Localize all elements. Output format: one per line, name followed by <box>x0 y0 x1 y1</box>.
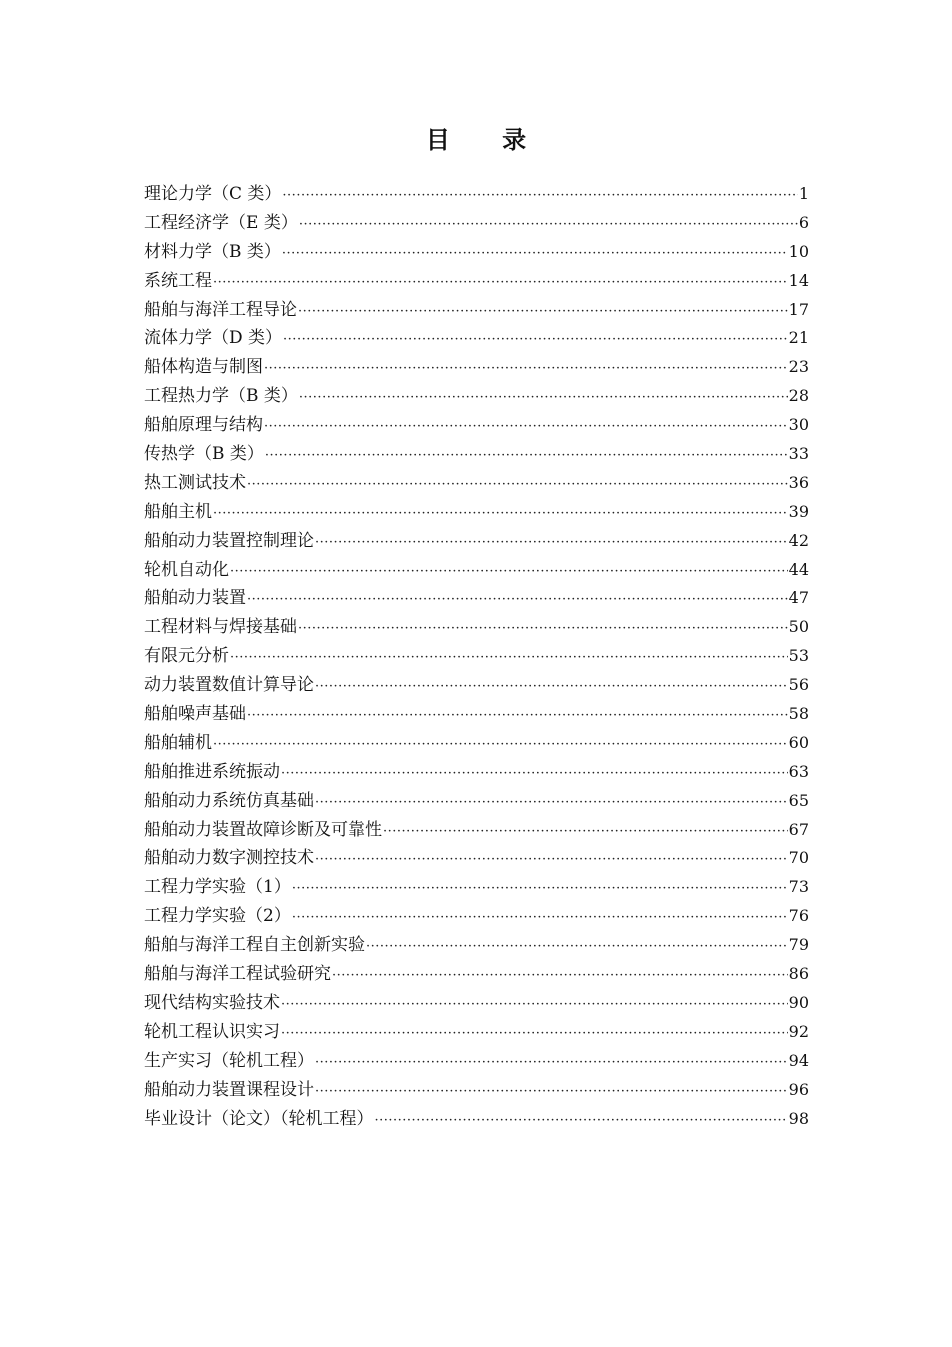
toc-entry-page-number: 53 <box>788 646 809 666</box>
toc-entry-page-number: 96 <box>788 1079 809 1099</box>
toc-entry-label: 船舶与海洋工程自主创新实验 <box>144 935 365 956</box>
dot-leader <box>315 846 788 875</box>
toc-entry[interactable] <box>144 527 809 556</box>
toc-entry[interactable] <box>144 700 809 729</box>
toc-entry[interactable] <box>144 1047 809 1076</box>
dot-leader <box>332 962 788 991</box>
toc-entry-page-number: 1 <box>798 184 809 203</box>
dot-leader <box>247 702 788 731</box>
toc-entry-label: 热工测试技术 <box>144 472 246 493</box>
toc-entry-label: 船舶动力系统仿真基础 <box>144 790 314 811</box>
toc-entry-label: 轮机工程认识实习 <box>144 1021 280 1042</box>
toc-entry-page-number: 36 <box>788 472 809 492</box>
toc-entry-label: 工程经济学（E 类） <box>144 212 298 233</box>
toc-entry-page-number: 17 <box>788 299 809 319</box>
toc-entry[interactable] <box>144 729 809 758</box>
dot-leader <box>281 991 788 1020</box>
toc-entry-label: 船舶辅机 <box>144 732 212 753</box>
toc-entry-label: 船舶原理与结构 <box>144 415 263 436</box>
toc-entry-label: 材料力学（B 类） <box>144 241 281 262</box>
toc-entry-page-number: 90 <box>788 992 809 1012</box>
toc-entry[interactable] <box>144 787 809 816</box>
dot-leader <box>299 211 798 240</box>
toc-entry-label: 工程热力学（B 类） <box>144 386 298 407</box>
dot-leader <box>282 182 797 211</box>
dot-leader <box>298 615 788 644</box>
toc-entry[interactable] <box>144 584 809 613</box>
toc-entry-label: 工程材料与焊接基础 <box>144 617 297 638</box>
toc-entry-page-number: 63 <box>788 761 809 781</box>
dot-leader <box>213 269 788 298</box>
toc-entry-label: 系统工程 <box>144 270 212 291</box>
toc-entry-page-number: 58 <box>788 704 809 724</box>
toc-entry-label: 船舶与海洋工程导论 <box>144 299 297 320</box>
toc-entry-label: 生产实习（轮机工程） <box>144 1050 314 1071</box>
dot-leader <box>264 413 788 442</box>
toc-entry[interactable] <box>144 902 809 931</box>
toc-entry-page-number: 56 <box>788 675 809 695</box>
toc-entry-label: 船舶动力装置控制理论 <box>144 530 314 551</box>
toc-entry-label: 现代结构实验技术 <box>144 992 280 1013</box>
toc-entry[interactable] <box>144 758 809 787</box>
toc-entry[interactable] <box>144 209 809 238</box>
toc-entry[interactable] <box>144 324 809 353</box>
dot-leader <box>265 442 788 471</box>
dot-leader <box>213 500 788 529</box>
toc-entry-page-number: 73 <box>788 877 809 897</box>
toc-entry-page-number: 94 <box>788 1050 809 1070</box>
dot-leader <box>230 644 788 673</box>
toc-entry-label: 有限元分析 <box>144 646 229 667</box>
toc-entry-page-number: 14 <box>788 270 809 290</box>
toc-entry[interactable] <box>144 296 809 325</box>
toc-entry-label: 工程力学实验（1） <box>144 877 291 898</box>
table-of-contents <box>144 180 809 1133</box>
dot-leader <box>315 529 788 558</box>
toc-entry[interactable] <box>144 816 809 845</box>
dot-leader <box>315 1049 788 1078</box>
dot-leader <box>375 1107 788 1136</box>
toc-entry[interactable] <box>144 440 809 469</box>
toc-entry[interactable] <box>144 931 809 960</box>
toc-entry-label: 船舶与海洋工程试验研究 <box>144 964 331 985</box>
toc-entry-label: 船舶推进系统振动 <box>144 761 280 782</box>
toc-entry-page-number: 28 <box>788 386 809 406</box>
toc-entry[interactable] <box>144 411 809 440</box>
toc-entry[interactable] <box>144 180 809 209</box>
dot-leader <box>315 1078 788 1107</box>
toc-entry-page-number: 76 <box>788 906 809 926</box>
toc-entry-page-number: 47 <box>788 588 809 608</box>
dot-leader <box>282 240 788 269</box>
dot-leader <box>283 326 788 355</box>
toc-entry-page-number: 86 <box>788 964 809 984</box>
toc-entry-label: 船舶动力装置课程设计 <box>144 1079 314 1100</box>
toc-entry[interactable] <box>144 1076 809 1105</box>
dot-leader <box>213 731 788 760</box>
toc-entry-page-number: 42 <box>788 530 809 550</box>
toc-entry-label: 动力装置数值计算导论 <box>144 675 314 696</box>
dot-leader <box>315 673 788 702</box>
toc-entry[interactable] <box>144 267 809 296</box>
toc-entry-page-number: 39 <box>788 501 809 521</box>
dot-leader <box>264 355 788 384</box>
toc-entry-label: 理论力学（C 类） <box>144 184 282 204</box>
dot-leader <box>383 818 788 847</box>
toc-entry[interactable] <box>144 1018 809 1047</box>
toc-entry-page-number: 98 <box>788 1108 809 1128</box>
toc-entry-page-number: 60 <box>788 732 809 752</box>
toc-entry[interactable] <box>144 382 809 411</box>
page-title: 目 录 <box>425 126 549 154</box>
toc-entry-page-number: 23 <box>788 357 809 377</box>
dot-leader <box>230 558 788 587</box>
toc-entry-label: 船舶动力数字测控技术 <box>144 848 314 869</box>
toc-entry-label: 轮机自动化 <box>144 559 229 580</box>
toc-entry-label: 船舶动力装置故障诊断及可靠性 <box>144 819 382 840</box>
toc-entry-label: 毕业设计（论文）（轮机工程） <box>144 1108 374 1129</box>
dot-leader <box>281 760 788 789</box>
toc-entry[interactable] <box>144 353 809 382</box>
dot-leader <box>315 789 788 818</box>
toc-entry-page-number: 21 <box>788 328 809 348</box>
toc-entry[interactable] <box>144 556 809 585</box>
toc-entry-page-number: 79 <box>788 935 809 955</box>
toc-entry-label: 船舶主机 <box>144 501 212 522</box>
toc-entry[interactable] <box>144 873 809 902</box>
dot-leader <box>292 875 788 904</box>
toc-entry[interactable] <box>144 498 809 527</box>
toc-entry[interactable] <box>144 1105 809 1134</box>
dot-leader <box>298 298 788 327</box>
toc-entry-label: 船舶动力装置 <box>144 588 246 609</box>
toc-entry[interactable] <box>144 844 809 873</box>
toc-entry[interactable] <box>144 238 809 267</box>
toc-entry[interactable] <box>144 642 809 671</box>
dot-leader <box>247 471 788 500</box>
toc-entry[interactable] <box>144 469 809 498</box>
toc-entry-page-number: 10 <box>788 241 809 261</box>
toc-entry-page-number: 70 <box>788 848 809 868</box>
toc-entry-page-number: 65 <box>788 790 809 810</box>
toc-entry-label: 流体力学（D 类） <box>144 328 283 349</box>
toc-entry-page-number: 92 <box>788 1021 809 1041</box>
dot-leader <box>281 1020 788 1049</box>
toc-entry-page-number: 30 <box>788 415 809 435</box>
toc-entry-page-number: 6 <box>798 212 809 232</box>
toc-entry[interactable] <box>144 613 809 642</box>
toc-entry-label: 船体构造与制图 <box>144 357 263 378</box>
toc-entry-page-number: 33 <box>788 444 809 464</box>
dot-leader <box>366 933 788 962</box>
toc-entry[interactable] <box>144 671 809 700</box>
toc-entry-label: 工程力学实验（2） <box>144 906 291 927</box>
dot-leader <box>247 586 788 615</box>
toc-entry-page-number: 67 <box>788 819 809 839</box>
toc-entry-label: 传热学（B 类） <box>144 444 264 465</box>
toc-entry-page-number: 44 <box>788 559 809 579</box>
toc-entry-label: 船舶噪声基础 <box>144 704 246 725</box>
toc-entry-page-number: 50 <box>788 617 809 637</box>
toc-entry[interactable] <box>144 960 809 989</box>
dot-leader <box>292 904 788 933</box>
toc-entry[interactable] <box>144 989 809 1018</box>
dot-leader <box>299 384 788 413</box>
